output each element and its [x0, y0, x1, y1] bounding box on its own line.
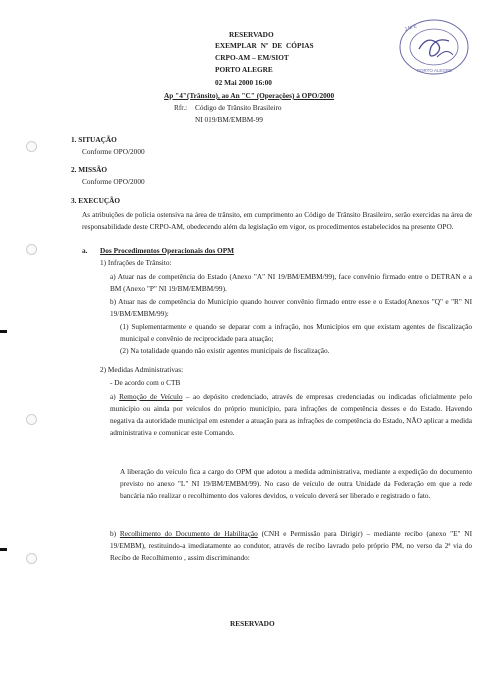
list-item: b) Atuar nas de competência do Município quando houver convênio firmado entre esse e o Estado(Anexos "Q" e "R" NI 19/BM/EMBM/99):: [110, 297, 472, 318]
list-item: [110, 391, 472, 439]
punch-hole: [26, 553, 37, 564]
city-line: PORTO ALEGRE: [215, 65, 273, 74]
margin-mark: [0, 330, 7, 333]
datetime-line: 02 Mai 2000 16:00: [215, 78, 272, 87]
margin-mark: [0, 548, 7, 551]
paragraph: A liberação do veículo fica a cargo do OPM que adotou a medida administrativa, mediante a expedição do documento previsto no anexo "L" NI 19/BM/EMBM/99). No caso de veículo de outra Unidade da Federação em que a rede bancária não realizar o recolhimento dos valores devidos, o veículo deverá ser liberado e registrado o fato.: [120, 467, 472, 500]
section-title: 1. SITUAÇÃO: [71, 135, 117, 144]
reference-item: Código de Trânsito Brasileiro: [195, 103, 282, 112]
svg-text:J M E: J M E: [403, 23, 418, 33]
item-text: – ao depósito credenciado, através de empresas credenciadas ou indicadas oficialmente pelo município ou ainda por veículos do próprio município, para infrações de competência desses e do Estado. Havendo negativa da autoridade municipal em estender a atuação para as infrações de competência do Estado, NÃO aplicar a medida administrativa e comunicar este Comando.: [110, 392, 472, 437]
item-heading: Recolhimento do Documento de Habilitação: [119, 529, 258, 538]
list-item: - De acordo com o CTB: [110, 378, 181, 387]
unit-line: CRPO-AM – EM/SIOT: [215, 53, 289, 62]
list-item: [110, 528, 472, 564]
classification-bottom: RESERVADO: [230, 619, 275, 628]
punch-hole: [26, 414, 37, 425]
list-item: 1) Infrações de Trânsito:: [100, 258, 172, 267]
list-marker: a): [110, 392, 120, 401]
punch-hole: [26, 141, 37, 152]
item-heading: Remoção de Veículo: [119, 392, 183, 401]
official-stamp: [397, 17, 471, 77]
list-item: (2) Na totalidade quando não existir agentes municipais de fiscalização.: [120, 346, 330, 355]
section-body: Conforme OPO/2000: [82, 147, 145, 156]
section-title: 3. EXECUÇÃO: [71, 196, 121, 205]
section-body: Conforme OPO/2000: [82, 177, 145, 186]
section-title: 2. MISSÃO: [71, 165, 108, 174]
punch-hole: [26, 244, 37, 255]
document-title: Ap "4"(Trânsito), ao An "C" (Operações) à OPO/2000: [164, 91, 335, 100]
list-item: (1) Suplementarmente e quando se deparar com a infração, nos Municípios em que existam agentes de fiscalização municipal e convênio de reciprocidade para atuação;: [120, 322, 472, 343]
execution-intro: As atribuições de polícia ostensiva na área de trânsito, em cumprimento ao Código de Trânsito Brasileiro, serão exercidas na área de responsabilidade deste CRPO-AM, obedecendo além da legislação em vigor, os procedimentos estabelecidos na presente OPO.: [82, 210, 472, 231]
reference-item: NI 019/BM/EMBM-99: [195, 115, 263, 124]
list-item: 2) Medidas Administrativas:: [100, 365, 184, 374]
reference-label: Rfr.:: [174, 103, 188, 112]
svg-text:PORTO ALEGRE: PORTO ALEGRE: [417, 68, 453, 73]
item-text: (CNH e Permissão para Dirigir) – mediante recibo (anexo "E" NI 19/EMBM), restituindo-a imediatamente ao condutor, através de recibo lavrado pelo próprio PM, no verso da 2ª via do Recibo de Recolhimento , assim discriminando:: [110, 529, 473, 562]
list-marker: b): [110, 529, 120, 538]
subsection-title: Dos Procedimentos Operacionais dos OPM: [100, 246, 235, 255]
classification-top: RESERVADO: [229, 30, 274, 39]
exemplar-line: EXEMPLAR Nº DE CÓPIAS: [215, 41, 314, 50]
list-item: a) Atuar nas de competência do Estado (Anexo "A" NI 19/BM/EMBM/99), face convênio firmado entre o DETRAN e a BM (Anexo "P" NI 19/BM/EMBM/99).: [110, 272, 472, 293]
subsection-letter: a.: [82, 246, 88, 255]
